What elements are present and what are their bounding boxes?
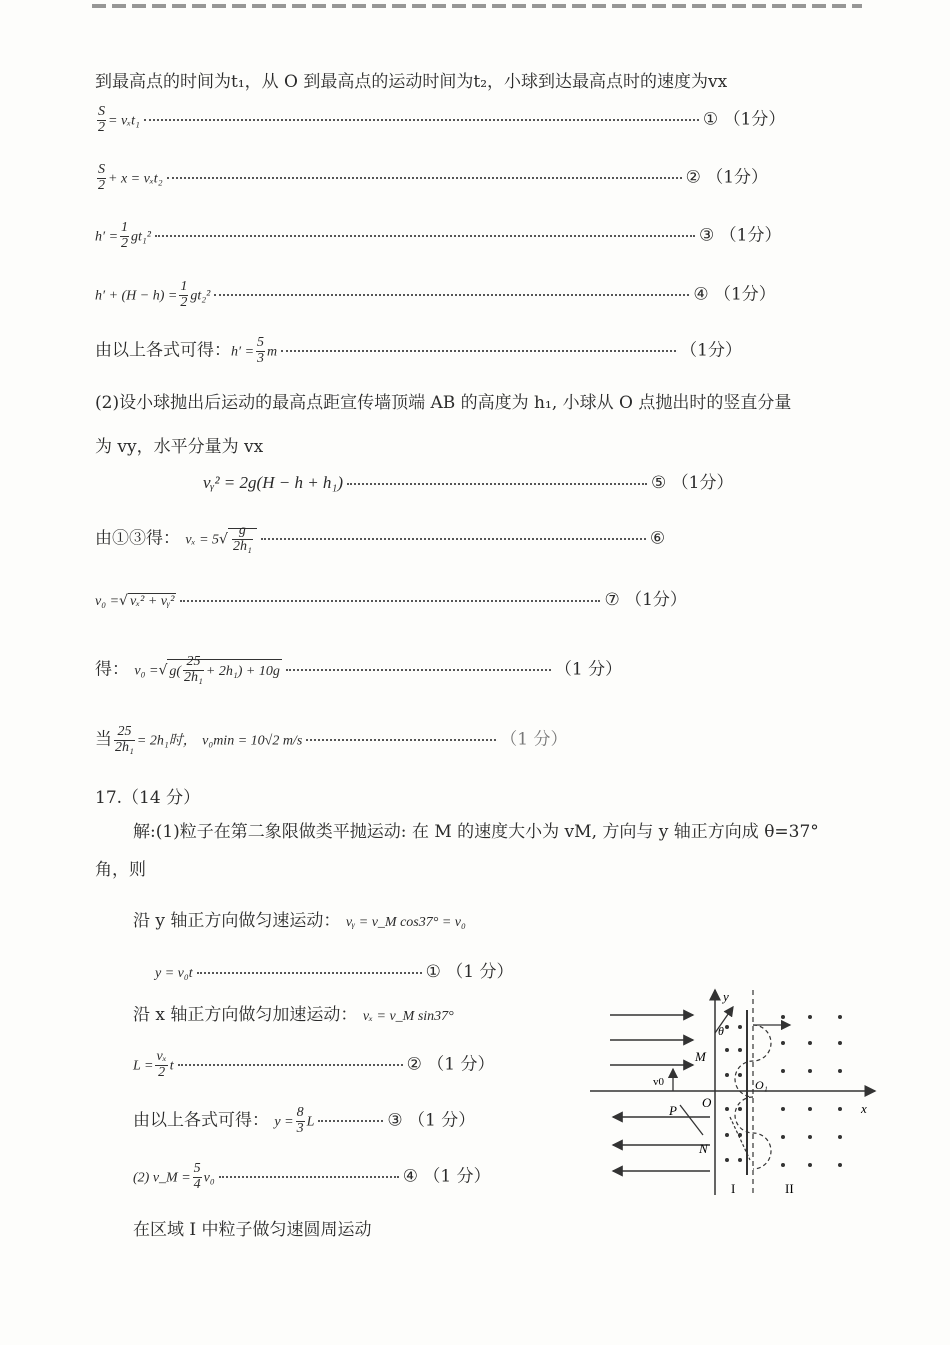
q17-last-line: 在区域 I 中粒子做匀速圆周运动 [133,1220,372,1240]
equation-1: $\frac{S}{2}$ = vₓt₁ ① （1分） [98,104,786,135]
label-region-1: I [731,1181,736,1196]
label-theta: θ [718,1024,724,1038]
equation-7: v₀ =√ vₓ² + vᵧ² ⑦ （1分） [95,590,687,610]
equation-2: $\frac{S}{2}$ + x = vₓt₂ ② （1分） [98,162,769,193]
q17-equation-4: (2) v_M = $\frac{5}{4}$ v₀ ④ （1 分） [133,1161,491,1192]
cropped-text-line [92,0,862,10]
q17-title: 17.（14 分） [95,788,201,808]
label-y: y [723,989,729,1004]
equation-9: 当 $\frac{25}{\text{2h₁}}$ = 2h₁时， v₀min = 10√2 m/s （1 分） [95,724,568,755]
q17-line-1: 解:(1)粒子在第二象限做类平抛运动: 在 M 的速度大小为 vM, 方向与 y 轴正方向成 θ=37° [133,822,819,842]
label-o: O [702,1095,712,1110]
q17-line-2: 角，则 [95,860,146,880]
field-arrows-right [610,1015,693,1065]
q17-equation-3: 由以上各式可得： y = $\frac{8}{3}$ L ③ （1 分） [133,1105,476,1136]
equation-8: 得： v₀ =√ g( $\frac{25}{\text{2h₁}}$ + 2h₁) + 10g （1 分） [95,654,623,685]
label-v0: v0 [653,1076,664,1088]
field-diagram [585,985,885,1200]
equation-4: h′ + (H − h) = $\frac{1}{2}$ gt₂² ④ （1分） [95,279,776,310]
x-motion: 沿 x 轴正方向做匀加速运动： vₓ = v_M sin37° [133,1005,454,1025]
part2-intro-1: (2)设小球抛出后运动的最高点距宣传墙顶端 AB 的高度为 h₁, 小球从 O 点抛出时的竖直分量 [95,393,792,413]
equation-3: h′ = $\frac{1}{2}$ gt₁² ③ （1分） [95,220,782,251]
result-h-prime: 由以上各式可得：h′ = $\frac{5}{3}$ m （1分） [95,335,742,366]
p-to-n-path [680,1105,703,1135]
equation-6: 由①③得： vₓ = 5√ $\frac{g}{\text{2h₁}}$ ⑥ [95,523,666,554]
intro-line: 到最高点的时间为t₁，从 O 到最高点的运动时间为t₂，小球到达最高点时的速度为vx [95,72,728,92]
label-p: P [669,1103,677,1118]
q17-equation-2: L = $\frac{\text{vₓ}}{2}$ t ② （1 分） [133,1049,495,1080]
equation-5: vᵧ² = 2g(H − h + h₁) ⑤ （1分） [203,473,734,493]
part2-intro-2: 为 vy，水平分量为 vx [95,437,264,457]
label-o1: O₁ [755,1078,768,1092]
label-n: N [699,1141,708,1156]
label-region-2: II [785,1181,794,1196]
field-dots-region-1 [725,1025,742,1162]
label-m: M [695,1049,706,1064]
y-motion: 沿 y 轴正方向做匀速运动： vᵧ = v_M cos37° = v₀ [133,911,466,931]
q17-equation-1: y = v₀t ① （1 分） [155,962,514,982]
label-x: x [861,1101,867,1116]
